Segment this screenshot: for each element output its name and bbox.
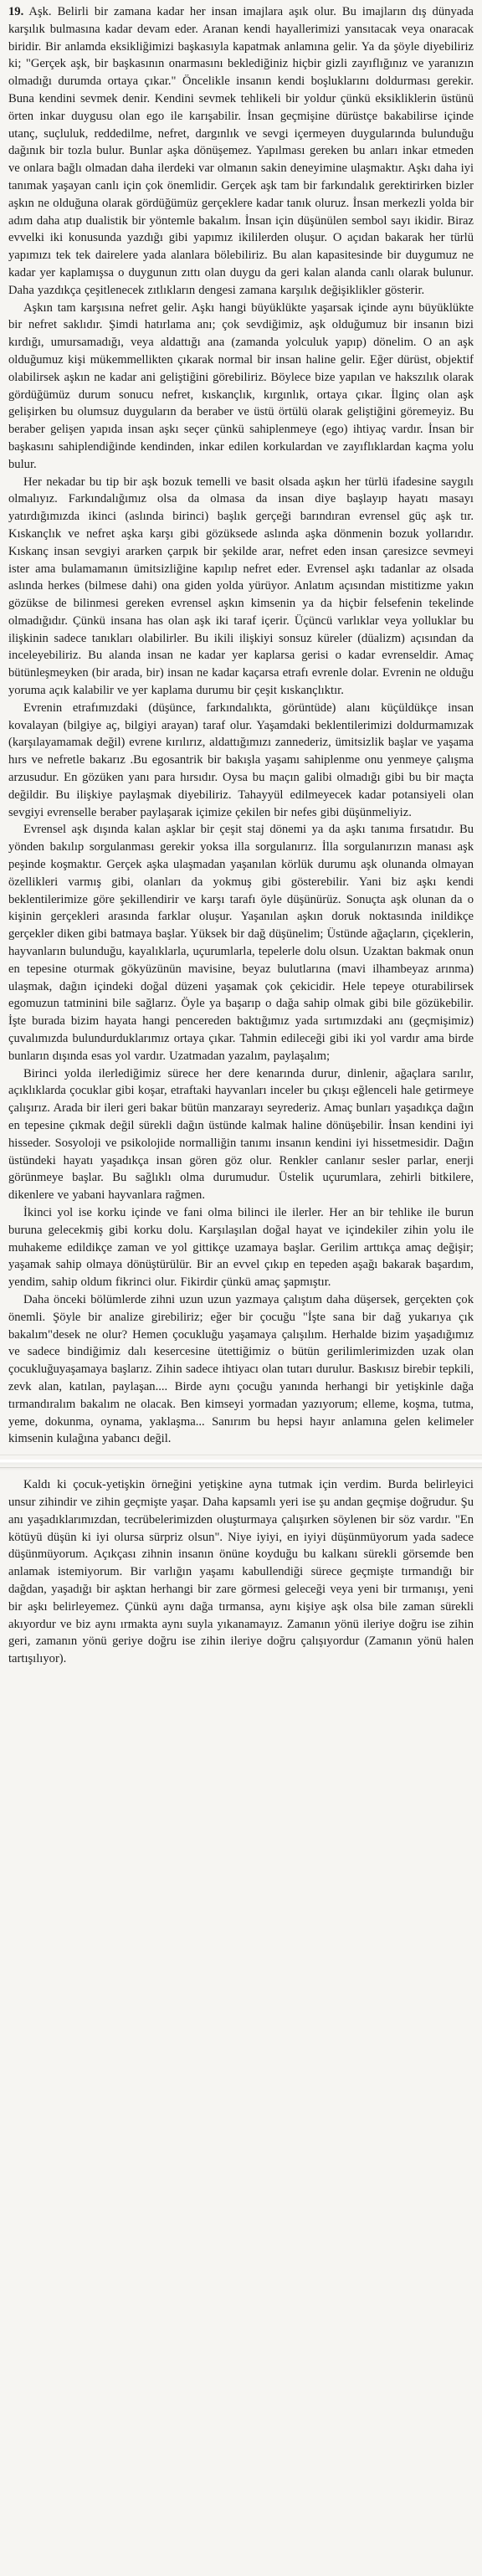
paragraph-2: Aşkın tam karşısına nefret gelir. Aşkı hangi büyüklükte yaşarsak içinde aynı büyüklükte bir nefret saklıdır. Şimdi hatırlama anı; çok sevdiğimiz, aşk olduğumuz bir insanın bizi kırdığı, umursamadığı, veya aldattığı ana (zamanda yolculuk yapıp) dönelim. O an aşk olduğumuz kişi mükemmellikten çıkarak normal bir insan haline gelir. Eğer dürüst, objektif olabilirsek aşkın ne kadar ani geliştiğini görebiliriz. Böylece bize yapılan ve hakszılık olarak gördüğümüz durum sonucu nefret, kıskançlık, kırgınlık, ortaya çıkar. İlginç olan aşk gelişirken bu olumsuz duyguların da beraber ve üstü örtülü olarak geliştiğini göremeyiz. Bu beraber gelişen yapıda insan aşkı seçer çünkü sahiplenmeye (ego) ihtiyaç vardır. İnsan bir başkasını sahiplendiğinde kendinden, inkar edilen korkulardan ve zayıflıklardan kaçma yolu bulur. [8,300,474,471]
page-tear-divider [0,1455,482,1468]
document-body [8,3,474,1668]
page-tear-shadow [0,1467,482,1470]
paragraph-7: İkinci yol ise korku içinde ve fani olma bilinci ile ilerler. Her an bir tehlike ile burun buruna gelecekmiş gibi korku dolu. Karşılaşılan doğal hayat ve içindekiler zihin yolu ile muhakeme edildikçe zaman ve yol gittikçe uzamaya başlar. Gerilim arttıkça amaç değişir; yaşamak sahip olmaya dönüştürülür. Bir an evvel çıkıp en tepeden aşağı bakarak başardım, yendim, sahip oldum fikrinci olur. Fikirdir çünkü amaç şapmıştır. [8,1205,474,1290]
paragraph-6: Birinci yolda ilerlediğimiz sürece her dere kenarında durur, dinlenir, ağaçlara sarılır, açıklıklarda çocuklar gibi koşar, etraftaki hayvanları inceler bu çıkışı eğlenceli hale getirmeye çalışırız. Arada bir ileri geri bakar bütün manzarayı seyrederiz. Amaç bunları yaşadıkça dağın en tepesine çıkmak değil sürekli dağın üstünde kalmak haline dönüşebilir. İnsan kendini iyi hisseder. Sosyoloji ve psikolojide normalliğin tanımı insanın kendini iyi hissetmesidir. Dağın üstündeki hayatı yaşadıkça insan gören göz olur. Renkler canlanır sesler parlar, enerji görünmeye başlar. Bu sağlıklı olma durumudur. Üstelik uçurumlara, zehirli bitkilere, dikenlere ve yabani hayvanlara rağmen. [8,1066,474,1203]
paragraph-3: Her nekadar bu tip bir aşk bozuk temelli ve basit olsada aşkın her türlü ifadesine saygılı olmalıyız. Farkındalığımız olsa da olmasa da insan diye başlayıp hayatı masayı yatırdığımızda ikinci (aslında birinci) başlık gerçeği barındıran evrensel güç aşk tır. Kıskançlık ve nefret aşka karşı gibi gözüksede aslında aşka dönmenin bozuk yollarıdır. Kıskanç insan sevgiyi ararken çarpık bir şekilde arar, nefret eden insan çaresizce sevmeyi ister ama bulamamanın ümitsizliğine kapılıp nefret eder. Evrensel aşkı tadanlar az olsada aslında herkes (bilmese dahi) ona giden yolda yürüyor. Anlatım açısından mistitizme yakın gözükse de bilinmesi gereken evrensel aşkın kimsenin ya da hiçbir felsefenin tekelinde olmadığıdır. Çünkü insana has olan aşk iki taraf içerir. Üçüncü varlıklar veya yolluklar bu ilişkinin sadece tanıkları olabilirler. Bu ikili ilişkiyi sonsuz küreler (düalizm) açısından da inceleyebiliriz. Bu alanda insan ne kadar yer kaplarsa gerisi o kadar evrenseldir. Amaç bütünleşmeyken (bir arada, bir) insan ne kadar kaçarsa etrafı evrenle dolar. Evrenin ne olduğu yoruma açık kalabilir ve yer kaplama durumu bir çeşit kıskançlıktır. [8,475,474,698]
paragraph-1-text: Belirli bir zamana kadar her insan imajlara aşık olur. Bu imajların dış dünyada karşılık bulmasına kadar devam eder. Aranan kendi hayallerimizi yansıtacak veya onaracak biridir. Bir anlamda eksikliğimizi başkasıyla kapatmak anlamına gelir. Ya da şöyle diyebiliriz ki; "Gerçek aşk, bir başkasının onarmasını beklediğiniz hiçbir gizli zayıflığınız ve yaranızın olmadığı durumda ortaya çıkar." Öncelikle insanın kendi boşluklarını doldurması gerekir. Buna kendini sevmek denir. Kendini sevmek tehlikeli bir yoldur çünkü eksikliklerin üstünü örten inkar duygusu olan ego ile karışabilir. İnsan geçmişine dürüstçe bakabilirse içinde utanç, suçluluk, reddedilme, nefret, dargınlık ve sevgi içermeyen duygularında bulunduğu dağınık bir tozla bulur. Bunlar aşka dönüşemez. Yapılması gereken bu anları inkar etmeden ve onlara bağlı olmadan daha ilerdeki var olmanın sakin deneyimine ulaşmaktır. Aşkı daha iyi tanımak yaşayan canlı için çok önemlidir. Gerçek aşk tam bir farkındalık gerektirirken bizler aşkın ne olduğuna olarak gördüğümüz gerçeklere kadar tanık oluruz. İnsan merkezli yolda bir adım daha atıp dualistik bir yöntemle bakalım. İnsan için düşünülen sembol sayı ikidir. Biraz evvelki iki konusunda yazdığı gibi yapımız ikililerden oluşur. O açıdan bakarak her türlü yapımızı tek tek dairelere yada alanlara bölebiliriz. Bu alan kapasitesinde bir duygumuz ne kadar yer kaplamışsa o duygunun zıttı olan duygu da geri kalan alanda canlı olarak bulunur. Daha yazdıkça çeşitlenecek zıtlıkların dengesi zamana karşılık değişiklikler gösterir. [8,5,474,297]
paragraph-8: Daha önceki bölümlerde zihni uzun uzun yazmaya çalıştım daha düşersek, gerçekten çok önemli. Şöyle bir analize girebiliriz; eğer bir çocuğu "İşte sana bir dağ yukarıya çık bakalım"desek ne olur? Hemen çocukluğu yaşamaya çalışılım. Herhalde bizim yaşadığımız ve sadece bindiğimiz dalı kesercesine ütettiğimiz o bütün gerilimlerimizden uzak olan çocukluğuyaşamaya başlarız. Zihin sadece ihtiyacı olan tutarı durulur. Baskısız birebir tepkili, zevk alan, katılan, paylaşan.... Birde aynı çocuğu yanında herhangi bir yetişkinle dağa tırmandıralım bakalım ne olacak. Ben kimseyi yormadan yazıyorum; elleme, koşma, tutma, yeme, dokunma, oynama, yaklaşma... Sanırım bu hepsi hayır anlamına gelen kelimeler kimsenin kulağına yabancı değil. [8,1292,474,1446]
item-number: 19. [8,5,24,18]
paragraph-4: Evrenin etrafımızdaki (düşünce, farkındalıkta, görüntüde) alanı küçüldükçe insan kovalayan (bilgiye aç, bilgiyi arayan) taraf olur. Yaşamdaki beklentilerimizi doldurmamızak (karşılayamamak değil) evrene kırılırız, aldattığımızı zannederiz, ümitsizlik başlar ve yaşama hırs ve nefretle bakarız .Bu egosantrik bir bakışla yaşamı sahiplenme onu yenmeye çalışma arzusudur. En gözüken yanı para hırsıdır. Oysa bu maçın galibi olmadığı gibi bu bir maçta değildir. Bu ilişkiye paylaşmak diyebiliriz. Tahayyül edilmeyecek kadar potansiyeli olan sevgiyi evrenselle beraber paylaşarak içimize çekilen bir nefes gibi düşünmeliyiz. [8,700,474,819]
paragraph-1 [8,3,474,300]
paragraph-9: Kaldı ki çocuk-yetişkin örneğini yetişkine ayna tutmak için verdim. Burda belirleyici unsur zihindir ve zihin geçmişte yaşar. Daha kapsamlı yeri ise şu andan geçmişe doğrudur. Şu anı yaşadıklarımızdan, tecrübelerimizden oluşturmaya çalışırken söylenen bir söz vardır. "En kötüyü düşün ki iyi olursa sürpriz olsun". Niye iyiyi, en iyiyi düşünmüyorum yada sadece düşünmüyorum. Açıkçası zihnin insanın önüne koyduğu bu kalkanı sürekli görsemde ben anlamak istemiyorum. Bir varlığın yaşamı kabullendiği sürece geçmişte tırmandığı bir dağdan, yaşadığı bir aşktan herhangi bir zare görmesi geleceği veya yeni bir tırmanışı, yeni bir aşkı belirleyemez. Çünkü aynı dağa tırmansa, aynı kişiye aşk olsa bile zaman sürekli akıyordur ve biz aynı ırmakta aynı suyla yıkanamayız. Zamanın yönü ileriye doğru ise zihin geri, zamanın yönü geriye doğru ise zihin ileriye doğru çalışıyordur (Zamanın yönü halen tartışılıyor). [8,1478,474,1666]
item-lead: Aşk. [28,5,52,18]
paragraph-5: Evrensel aşk dışında kalan aşklar bir çeşit staj dönemi ya da aşkı tanıma fırsatıdır. Bu yönden bakılıp sorgulanması gerekir yoksa illa sorgulanırız. İlla sorgulanırızın manası aşk peşinde koşmaktır. Gerçek aşka ulaşmadan yaşanılan körlük durumu aşk olunanda olmayan özellikleri varmış gibi, olanları da yokmuş gibi gösterebilir. Yani biz aşkı kendi beklentilerimize göre şekillendirir ve karşı tarafı öyle düşünürüz. Sonuçta aşk olunan da o kişinin gerçekleri arasında farklar oluşur. Yaşanılan aşkın doruk noktasında inildikçe gerçekler diken gibi batmaya başlar. Yüksek bir dağ düşünelim; Üstünde ağaçların, çiçeklerin, hayvanların bulunduğu, kayalıklarla, uçurumlarla, tepelerle dolu olsun. Uzaktan bakmak onun en tepesine oturmak gökyüzünün mavisine, beyaz bulutlarına (mavi ilhambeyaz arınma) ulaşmak, dağın içindeki doğal düzeni yaşamak çok çekicidir. Hele tepeye oturabilirsek egomuzun tatminini bile sağlarız. Öyle ya başarıp o dağa sahip olmak gibi bile gözükebilir. İşte burada bizim hayata hangi pencereden baktığımız yada sırtımızdaki anı (geçmişimiz) çuvalımızda bulundurduklarımız ortaya çıkar. Tahmin edileceği gibi iki yol vardır ama birde bunların dışında esas yol vardır. Uzatmadan yazalım, paylaşalım; [8,823,474,1063]
